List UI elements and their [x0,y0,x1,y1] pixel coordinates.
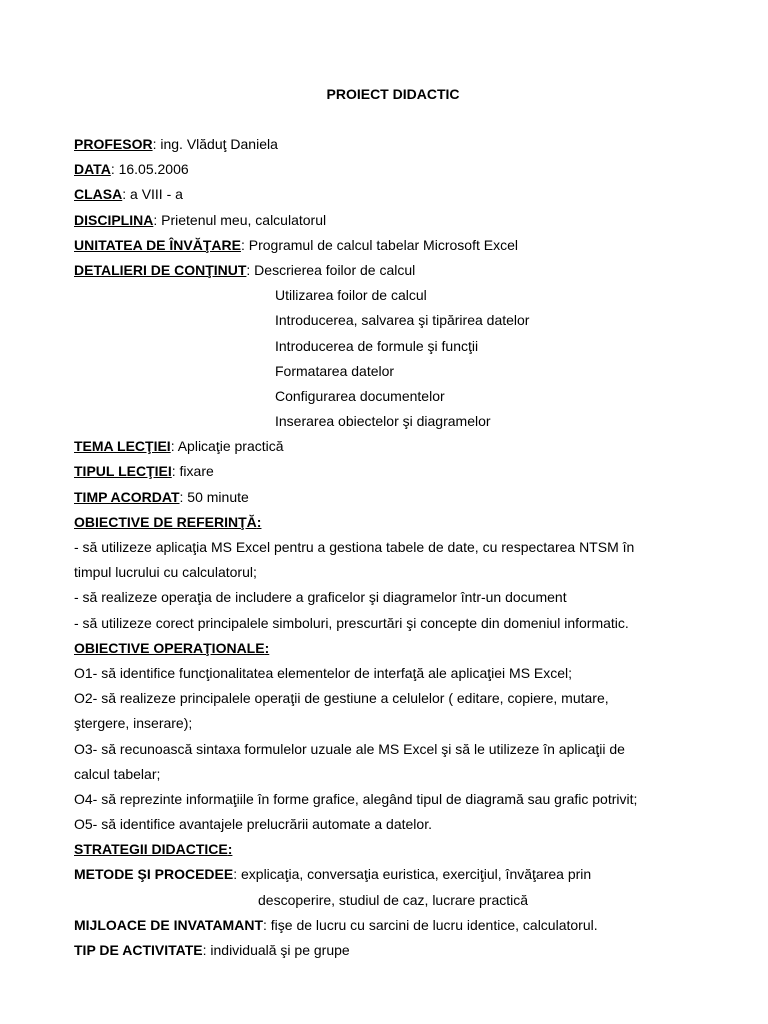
disciplina-label: DISCIPLINA [74,211,154,228]
mijloace-line [74,915,714,940]
detalieri-label: DETALIERI DE CONŢINUT [74,261,247,278]
operational-line: ştergere, inserare); [74,715,193,732]
metode-label: METODE ŞI PROCEDEE [74,866,234,883]
strategii-heading [74,839,714,864]
unitatea-line [74,235,714,260]
obiective-operationale-colon: : [264,639,270,656]
detalieri-item: Introducerea, salvarea şi tipărirea datelor [275,312,530,329]
operational-line: O4- să reprezinte informaţiile în forme grafice, alegând tipul de diagramă sau grafic potrivit; [74,790,638,807]
metode-continuation: descoperire, studiul de caz, lucrare practică [258,891,529,908]
detalieri-item: Utilizarea foilor de calcul [275,287,427,304]
obiective-operationale-heading [74,638,714,663]
detalieri-item: Configurarea documentelor [275,387,445,404]
tema-line [74,436,714,461]
tema-label: TEMA LECŢIEI [74,438,171,455]
tip-activitate-label: TIP DE ACTIVITATE [74,942,203,958]
disciplina-value: : Prietenul meu, calculatorul [153,211,327,228]
profesor-label: PROFESOR [74,136,153,152]
profesor-value: : ing. Vlăduţ Daniela [152,136,278,152]
clasa-label: CLASA [74,186,123,203]
tema-value: : Aplicaţie practică [170,438,284,455]
detalieri-item: Introducerea de formule şi funcţii [275,337,479,354]
clasa-line [74,184,714,209]
operational-line: O1- să identifice funcţionalitatea elementelor de interfaţă ale aplicaţiei MS Excel; [74,664,573,681]
operational-line: O3- să recunoască sintaxa formulelor uzuale ale MS Excel şi să le utilizeze în aplicaţii de [74,740,625,757]
operational-line: O5- să identifice avantajele prelucrării automate a datelor. [74,816,432,833]
detalieri-line [74,260,714,285]
operational-line: O2- să realizeze principalele operaţii de gestiune a celulelor ( editare, copiere, mutare, [74,690,609,707]
document-title: PROIECT DIDACTIC [326,86,460,102]
referinta-line: - să utilizeze corect principalele simboluri, prescurtări şi concepte din domeniul informatic. [74,614,629,631]
detalieri-first: : Descrierea foilor de calcul [246,261,416,278]
tipul-label: TIPUL LECŢIEI [74,463,172,480]
detalieri-item: Inserarea obiectelor şi diagramelor [275,413,491,430]
tip-activitate-line [74,940,714,965]
unitatea-label: UNITATEA DE ÎNVĂŢARE [74,236,241,253]
tipul-line [74,461,714,486]
data-value: : 16.05.2006 [110,161,189,178]
document-body [74,134,714,965]
referinta-line: - să utilizeze aplicaţia MS Excel pentru a gestiona tabele de date, cu respectarea NTSM în [74,539,635,555]
detalieri-item: Formatarea datelor [275,362,395,379]
strategii-colon: : [227,841,233,858]
timp-line [74,487,714,512]
profesor-line [74,134,714,159]
metode-line [74,864,714,889]
disciplina-line [74,210,714,235]
obiective-operationale-label: OBIECTIVE OPERAŢIONALE [74,639,265,656]
mijloace-label: MIJLOACE DE INVATAMANT [74,916,263,933]
metode-value: : explicaţia, conversaţia euristica, exerciţiul, învăţarea prin [233,866,592,883]
data-label: DATA [74,161,111,178]
obiective-referinta-heading [74,512,714,537]
obiective-referinta-label: OBIECTIVE DE REFERINŢĂ [74,513,257,530]
referinta-line: timpul lucrului cu calculatorul; [74,564,257,581]
data-line [74,159,714,184]
mijloace-value: : fişe de lucru cu sarcini de lucru identice, calculatorul. [263,916,598,933]
timp-value: : 50 minute [179,488,249,505]
obiective-referinta-colon: : [256,513,262,530]
timp-label: TIMP ACORDAT [74,488,180,505]
tip-activitate-value: : individuală şi pe grupe [202,942,350,958]
unitatea-value: : Programul de calcul tabelar Microsoft Excel [240,236,518,253]
tipul-value: : fixare [171,463,214,480]
strategii-label: STRATEGII DIDACTICE [74,841,228,858]
referinta-line: - să realizeze operaţia de includere a graficelor şi diagramelor într-un document [74,589,567,606]
clasa-value: : a VIII - a [122,186,183,203]
operational-line: calcul tabelar; [74,765,161,782]
